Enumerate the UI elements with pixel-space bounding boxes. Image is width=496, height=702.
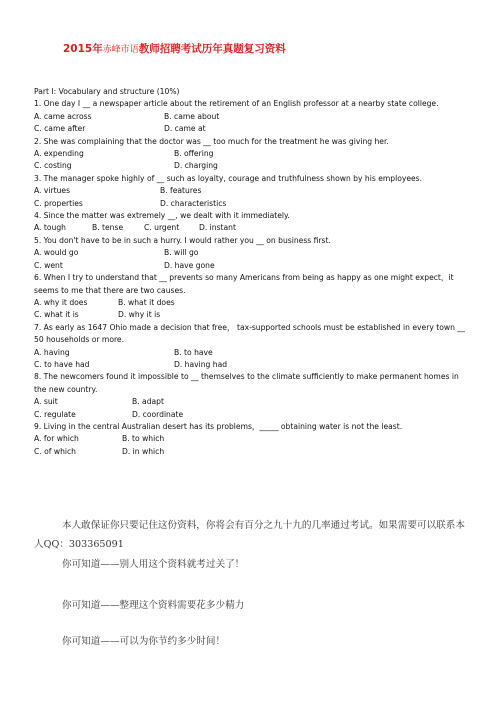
question-stem: 5. You don't have to be in such a hurry. I would rather you __ on business first.	[34, 235, 331, 245]
question-item	[34, 136, 466, 173]
promo-text: 本人敢保证你只要记住这份资料，你将会有百分之九十九的几率通过考试。如果需要可以联系本人QQ：303365091	[34, 520, 465, 550]
answer-option: A. why it does	[34, 297, 88, 307]
option-row	[34, 222, 466, 234]
answer-option: D. having had	[174, 359, 228, 369]
question-stem: 3. The manager spoke highly of __ such as loyalty, courage and truthfulness shown by his employees.	[34, 173, 423, 183]
option-row	[34, 347, 466, 359]
option-row	[34, 198, 466, 210]
answer-option: A. virtues	[34, 186, 71, 196]
question-item	[34, 98, 466, 135]
answer-option: A. expending	[34, 149, 84, 159]
option-row	[34, 185, 466, 197]
answer-option: A. for which	[34, 434, 79, 444]
question-item	[34, 421, 466, 458]
question-stem: 2. She was complaining that the doctor was __ too much for the treatment he was giving her.	[34, 136, 389, 146]
question-section	[34, 86, 466, 458]
option-row	[34, 359, 466, 371]
question-list	[34, 98, 466, 458]
option-row	[34, 148, 466, 160]
answer-option: D. characteristics	[160, 198, 227, 208]
question-stem: 4. Since the matter was extremely __, we dealt with it immediately.	[34, 211, 290, 221]
answer-option: B. tense	[92, 223, 124, 233]
answer-option: D. in which	[122, 446, 165, 456]
answer-option: D. charging	[174, 161, 218, 171]
part-heading: Part I: Vocabulary and structure (10%)	[34, 87, 180, 96]
option-row	[34, 297, 466, 309]
answer-option: B. adapt	[132, 397, 164, 407]
answer-option: C. went	[34, 260, 63, 270]
promo-line-2-text: 你可知道——整理这个资料需要花多少精力	[62, 600, 245, 611]
answer-option: C. what it is	[34, 310, 79, 320]
option-row	[34, 446, 466, 458]
option-row	[34, 111, 466, 123]
answer-option: B. will go	[164, 248, 199, 258]
option-row	[34, 396, 466, 408]
question-stem: 7. As early as 1647 Ohio made a decision that free， tax-supported schools must be established in every town __ 50 households or more.	[34, 322, 465, 345]
question-stem: 1. One day I __ a newspaper article about the retirement of an English professor at a nearby state college.	[34, 99, 439, 109]
promo-line-3-text: 你可知道——可以为你节约多少时间！	[62, 636, 226, 647]
answer-option: A. suit	[34, 397, 58, 407]
answer-option: C. to have had	[34, 359, 90, 369]
promo-paragraph	[34, 516, 466, 554]
answer-option: A. would go	[34, 248, 79, 258]
question-item	[34, 322, 466, 372]
option-row	[34, 309, 466, 321]
answer-option: C. properties	[34, 198, 83, 208]
answer-option: C. urgent	[144, 223, 180, 233]
option-row	[34, 247, 466, 259]
option-row	[34, 409, 466, 421]
question-item	[34, 235, 466, 272]
option-row	[34, 160, 466, 172]
answer-option: C. costing	[34, 161, 72, 171]
question-stem: 9. Living in the central Australian desert has its problems，_____ obtaining water is not the least.	[34, 421, 403, 431]
option-row	[34, 433, 466, 445]
answer-option: B. offering	[174, 149, 214, 159]
title-place: 赤峰市语	[102, 45, 139, 55]
document-title	[63, 41, 286, 56]
answer-option: A. having	[34, 347, 70, 357]
promo-line-1	[34, 556, 466, 570]
answer-option: A. came across	[34, 111, 92, 121]
answer-option: A. tough	[34, 223, 66, 233]
question-item	[34, 371, 466, 421]
question-stem: 6. When I try to understand that __ prevents so many Americans from being as happy as one might expect，it seems to me that there are two causes.	[34, 273, 454, 295]
answer-option: C. came after	[34, 124, 86, 134]
question-item	[34, 210, 466, 235]
answer-option: C. of which	[34, 446, 76, 456]
question-item	[34, 272, 466, 322]
answer-option: D. why it is	[118, 310, 161, 320]
answer-option: D. coordinate	[132, 409, 184, 419]
answer-option: B. features	[160, 186, 202, 196]
option-row	[34, 260, 466, 272]
answer-option: C. regulate	[34, 409, 76, 419]
answer-option: B. came about	[164, 111, 220, 121]
answer-option: B. to which	[122, 434, 165, 444]
option-row	[34, 123, 466, 135]
question-item	[34, 173, 466, 210]
title-text: 教师招聘考试历年真题复习资料	[138, 43, 286, 55]
answer-option: D. have gone	[164, 260, 215, 270]
title-year: 2015年	[63, 43, 103, 55]
answer-option: B. to have	[174, 347, 213, 357]
answer-option: B. what it does	[118, 297, 175, 307]
promo-line-3	[34, 633, 466, 647]
promo-line-1-text: 你可知道——别人用这个资料就考过关了！	[62, 559, 245, 570]
answer-option: D. came at	[164, 124, 206, 134]
promo-line-2	[34, 597, 466, 611]
question-stem: 8. The newcomers found it impossible to __ themselves to the climate sufficiently to make permanent homes in the new country.	[34, 372, 459, 394]
answer-option: D. instant	[199, 223, 236, 233]
